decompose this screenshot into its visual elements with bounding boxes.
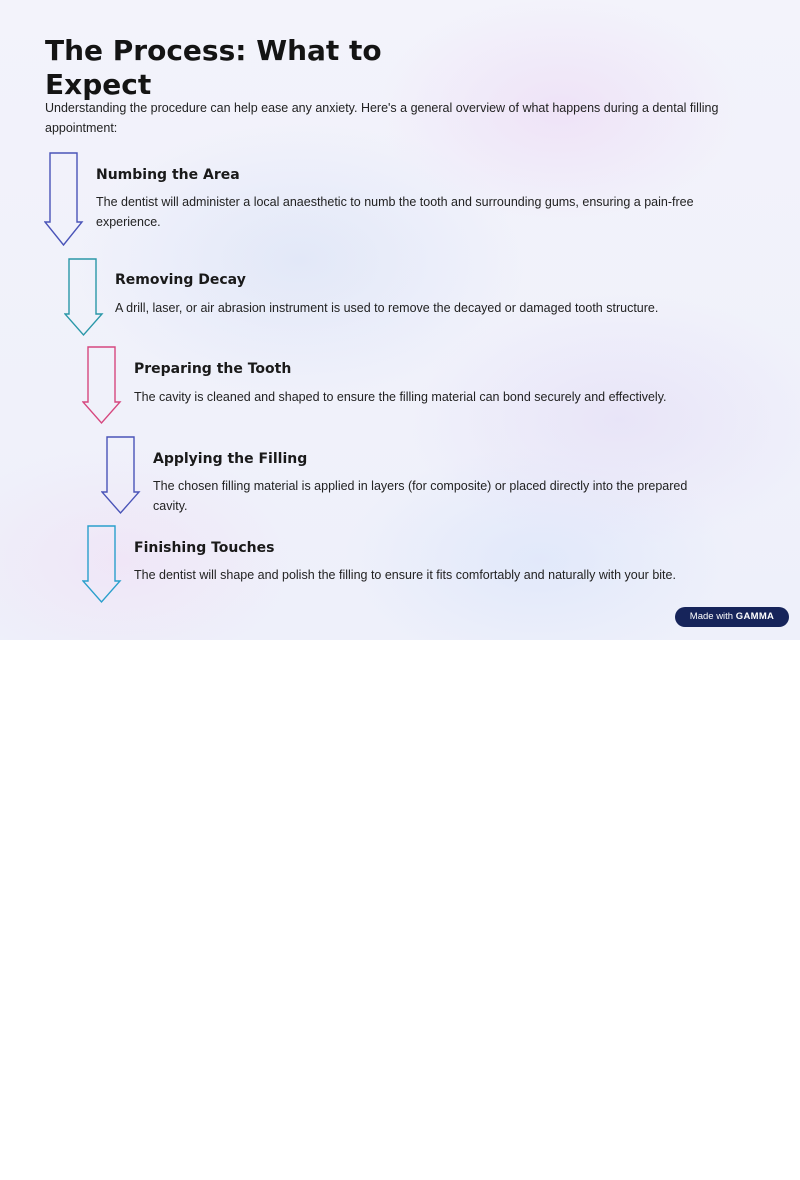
step-numbing-the-area xyxy=(44,152,704,248)
down-arrow-icon xyxy=(82,525,122,605)
down-arrow-icon xyxy=(44,152,84,248)
step-preparing-the-tooth xyxy=(82,346,702,426)
step-title: Applying the Filling xyxy=(153,451,308,467)
step-description: The dentist will shape and polish the filling to ensure it fits comfortably and naturally with your bite. xyxy=(134,568,676,582)
gamma-logo: GAMMA xyxy=(735,611,775,622)
step-removing-decay xyxy=(64,258,704,338)
step-title: Removing Decay xyxy=(115,272,246,288)
down-arrow-icon xyxy=(82,346,122,426)
step-description: The chosen filling material is applied in layers (for composite) or placed directly into the prepared cavity. xyxy=(153,479,688,513)
made-with-gamma-badge[interactable] xyxy=(675,607,789,627)
step-description: The dentist will administer a local anaesthetic to numb the tooth and surrounding gums, ensuring a pain-free experience. xyxy=(96,195,694,229)
step-applying-the-filling xyxy=(101,436,701,516)
step-description: The cavity is cleaned and shaped to ensure the filling material can bond securely and effectively. xyxy=(134,390,667,404)
down-arrow-icon xyxy=(64,258,104,338)
step-title: Numbing the Area xyxy=(96,167,240,183)
badge-prefix: Made with xyxy=(689,611,734,622)
step-title: Preparing the Tooth xyxy=(134,361,292,377)
page-title: The Process: What to Expect xyxy=(45,34,382,101)
step-description: A drill, laser, or air abrasion instrument is used to remove the decayed or damaged tooth structure. xyxy=(115,301,659,315)
step-title: Finishing Touches xyxy=(134,540,275,556)
step-finishing-touches xyxy=(82,525,702,605)
down-arrow-icon xyxy=(101,436,141,516)
intro-text: Understanding the procedure can help ease any anxiety. Here's a general overview of what happens during a dental filling appointment: xyxy=(45,101,719,135)
